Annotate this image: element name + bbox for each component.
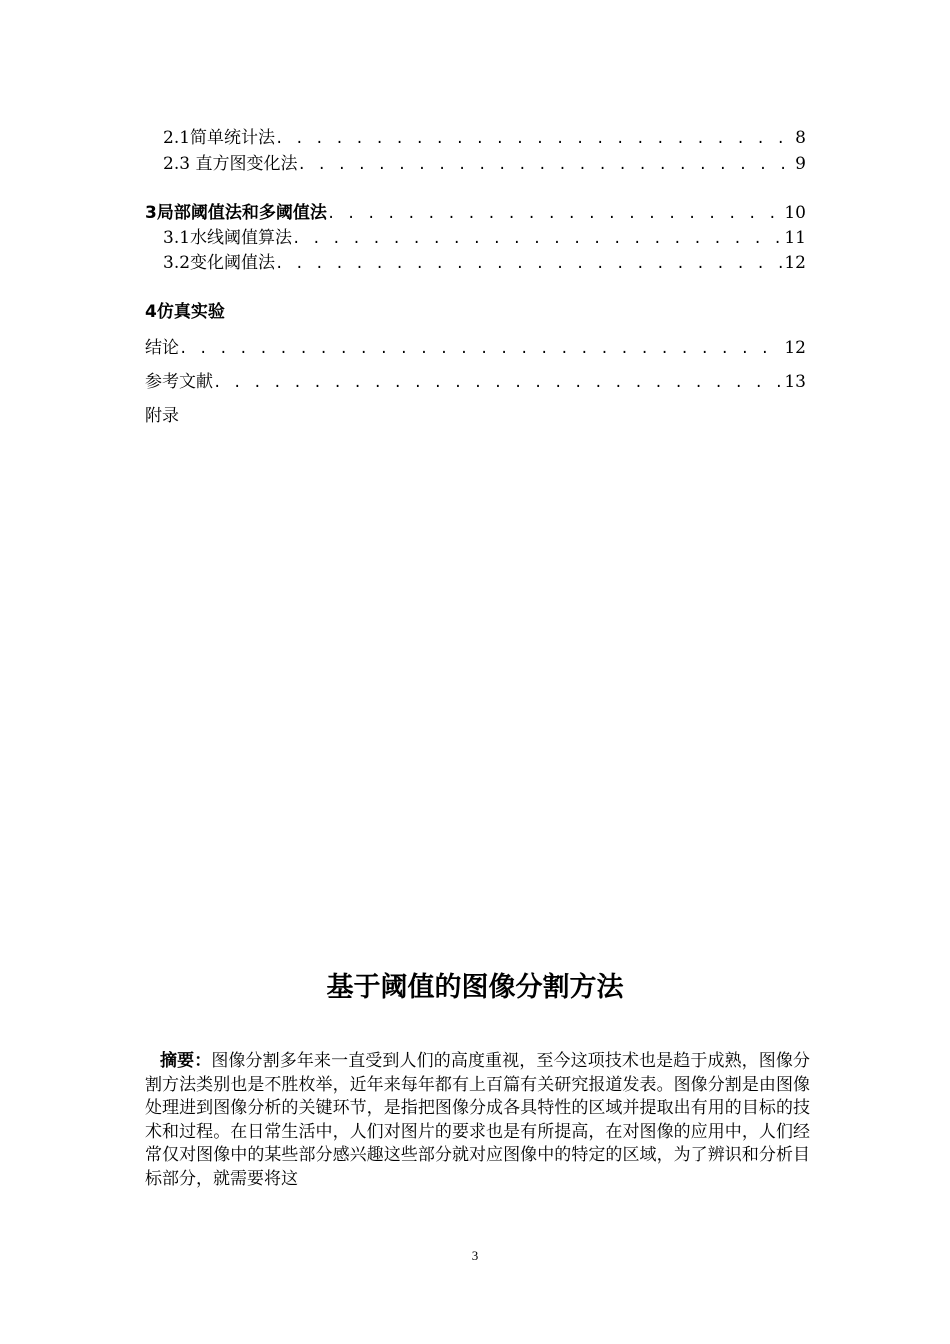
toc-leader-dots	[275, 128, 793, 150]
toc-entry-label: 3.1水线阈值算法	[163, 228, 293, 248]
toc-entry-page: 12	[784, 253, 806, 273]
toc-leader-dots	[327, 203, 783, 225]
toc-entry-page: 10	[784, 203, 806, 223]
document-title: 基于阈值的图像分割方法	[326, 972, 624, 1003]
toc-leader-dots	[292, 228, 782, 250]
toc-entry-references[interactable]	[145, 371, 806, 394]
toc-entry-3-2[interactable]	[163, 252, 806, 275]
toc-entry-conclusion[interactable]	[145, 337, 806, 360]
toc-entry-page: 9	[795, 154, 806, 174]
toc-entry-label: 参考文献	[145, 372, 213, 392]
toc-leader-dots	[213, 372, 782, 394]
toc-entry-3[interactable]	[145, 202, 806, 225]
toc-entry-label: 2.3 直方图变化法	[163, 154, 298, 174]
toc-entry-appendix[interactable]: 附录	[145, 406, 179, 426]
toc-entry-3-1[interactable]	[163, 227, 806, 250]
toc-entry-page: 13	[784, 372, 806, 392]
toc-leader-dots	[297, 154, 793, 176]
abstract-label: 摘要：	[160, 1051, 212, 1071]
toc-entry-4[interactable]: 4仿真实验	[145, 302, 225, 322]
toc-entry-2-1[interactable]	[163, 127, 806, 150]
toc-entry-page: 8	[795, 128, 806, 148]
toc-entry-label: 2.1简单统计法	[163, 128, 276, 148]
abstract-paragraph	[145, 1050, 810, 1191]
abstract-text: 图像分割多年来一直受到人们的高度重视，至今这项技术也是趋于成熟，图像分割方法类别也是不胜枚举，近年来每年都有上百篇有关研究报道发表。图像分割是由图像处理进到图像分析的关键环节，是指把图像分成各具特性的区域并提取出有用的目标的技术和过程。在日常生活中，人们对图片的要求也是有所提高，在对图像的应用中，人们经常仅对图像中的某些部分感兴趣这些部分就对应图像中的特定的区域，为了辨识和分析目标部分，就需要将这	[145, 1051, 811, 1189]
toc-entry-2-3[interactable]	[163, 153, 806, 176]
toc-entry-label: 3.2变化阈值法	[163, 253, 276, 273]
toc-entry-page: 12	[784, 338, 806, 358]
toc-entry-page: 11	[784, 228, 806, 248]
toc-entry-label: 3局部阈值法和多阈值法	[145, 203, 327, 223]
page-number: 3	[471, 1248, 479, 1263]
toc-leader-dots	[275, 253, 782, 275]
toc-entry-label: 结论	[145, 338, 179, 358]
toc-leader-dots	[179, 338, 782, 360]
